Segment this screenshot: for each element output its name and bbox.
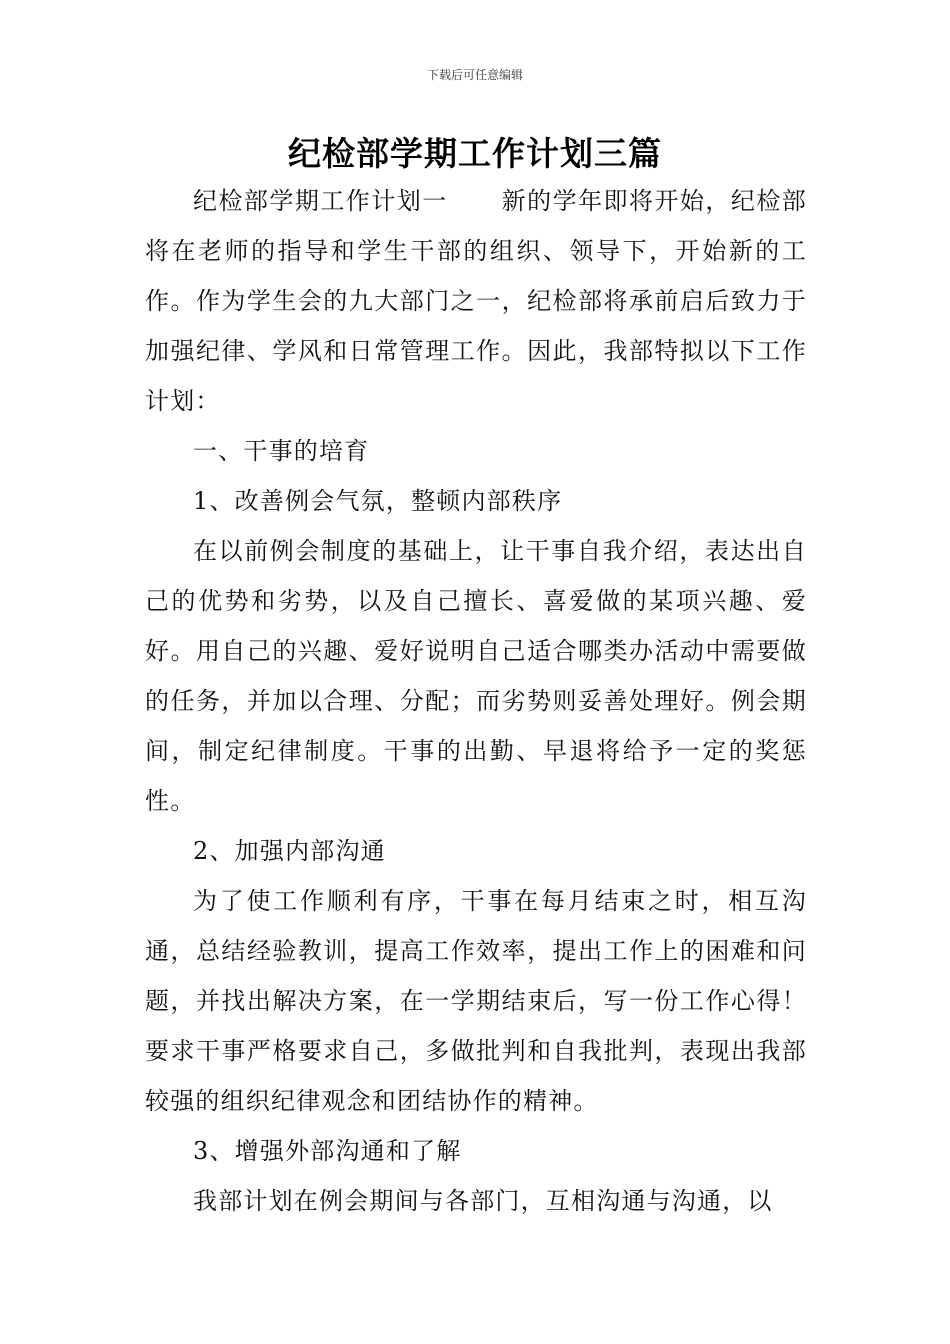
- header-note: 下载后可任意编辑: [426, 68, 523, 82]
- subsection-body-2: 为了使工作顺利有序，干事在每月结束之时，相互沟通，总结经验教训，提高工作效率，提出工作上的困难和问题，并找出解决方案，在一学期结束后，写一份工作心得！要求干事严格要求自己，多做批判和自我批判，表现出我部较强的组织纪律观念和团结协作的精神。: [145, 887, 807, 1115]
- intro-text: 新的学年即将开始，纪检部将在老师的指导和学生干部的组织、领导下，开始新的工作。作为学生会的九大部门之一，纪检部将承前启后致力于加强纪律、学风和日常管理工作。因此，我部特拟以下工作计划：: [145, 187, 808, 415]
- intro-paragraph: [145, 176, 807, 426]
- subsection-title-1: 1、改善例会气氛，整顿内部秩序: [193, 487, 563, 515]
- section-heading-1: 一、干事的培育: [193, 437, 370, 465]
- subsection-body-3: 我部计划在例会期间与各部门，互相沟通与沟通，以: [193, 1187, 773, 1215]
- subsection-title-2: 2、加强内部沟通: [193, 837, 386, 865]
- document-body: [145, 176, 807, 1226]
- intro-heading: 纪检部学期工作计划一: [193, 187, 448, 215]
- subsection-body-1: 在以前例会制度的基础上，让干事自我介绍，表达出自己的优势和劣势，以及自己擅长、喜爱做的某项兴趣、爱好。用自己的兴趣、爱好说明自己适合哪类办活动中需要做的任务，并加以合理、分配；而劣势则妥善处理好。例会期间，制定纪律制度。干事的出勤、早退将给予一定的奖惩性。: [145, 537, 807, 815]
- subsection-title-3: 3、增强外部沟通和了解: [193, 1137, 462, 1165]
- page-title: 纪检部学期工作计划三篇: [288, 134, 662, 173]
